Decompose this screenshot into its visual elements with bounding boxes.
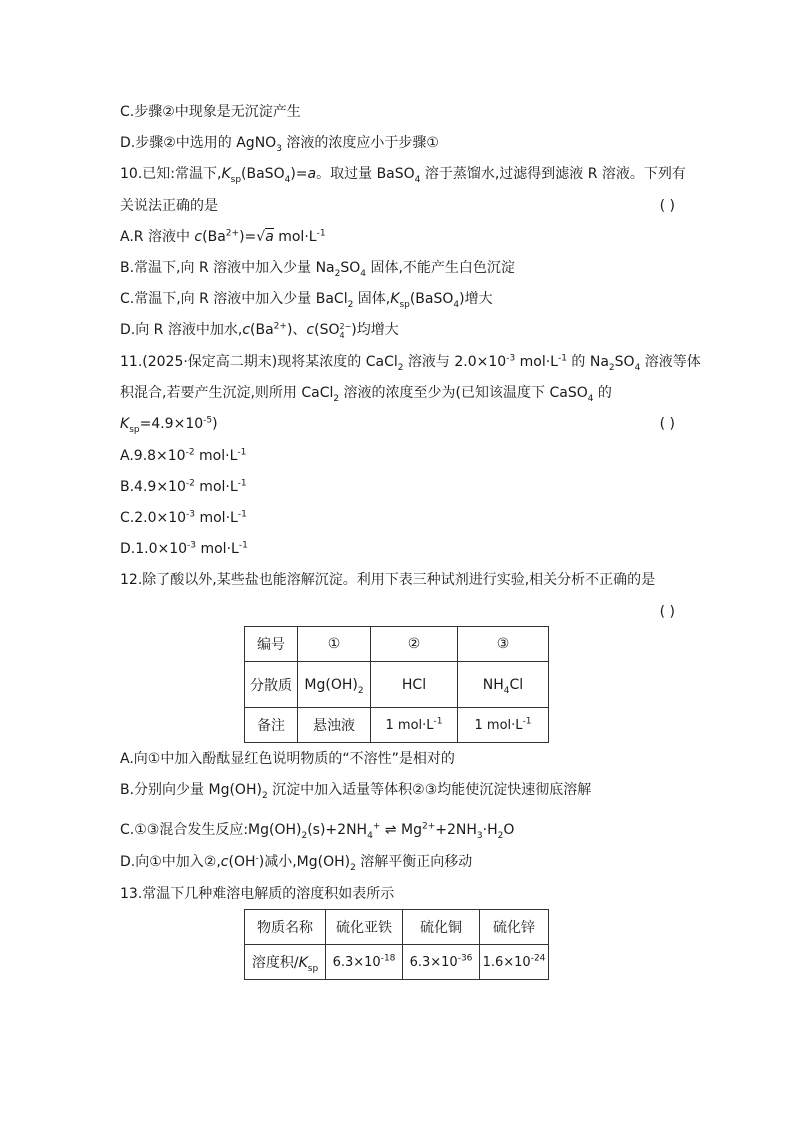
table-row	[245, 708, 549, 743]
q13-stem: 13.常温下几种难溶电解质的溶度积如表所示	[120, 886, 395, 902]
q10-option-b: B.常温下,向 R 溶液中加入少量 $Na_2SO_4$ 固体,不能产生白色沉淀	[120, 260, 515, 279]
table-cell: 1 $mol\cdot L^{-1}$	[458, 708, 549, 743]
q12-stem: 12.除了酸以外,某些盐也能溶解沉淀。利用下表三种试剂进行实验,相关分析不正确的是	[120, 572, 656, 588]
q10-option-a: A.R 溶液中 $c(Ba^{2+})=√a$ $mol\cdot L^{-1}$	[120, 228, 326, 245]
q12-reagent-table	[244, 626, 549, 743]
q11-stem: 11.(2025·保定高二期末)现将某浓度的 CaCl$_2$ 溶液与 $2.0\times 10^{-3}$ $mol\cdot L^{-1}$ 的 $Na_2SO_4$ 溶液等体	[120, 353, 701, 373]
answer-blank: ( )	[659, 198, 675, 214]
table-cell: $6.3\times 10^{-36}$	[403, 945, 480, 980]
q12-option-b: B.分别向少量 $Mg(OH)_2$ 沉淀中加入适量等体积②③均能使沉淀快速彻底溶解	[120, 782, 592, 801]
table-cell: 分散质	[245, 662, 298, 708]
table-cell: $Mg(OH)_2$	[298, 662, 371, 708]
table-header-cell: 物质名称	[245, 910, 326, 945]
q12-option-d: D.向①中加入②,c(OH-)减小$,Mg(OH)_2$ 溶解平衡正向移动	[120, 853, 473, 873]
table-header-cell: ①	[298, 627, 371, 662]
q11-option-b: $B.4.9\times 10^{-2}$ $mol\cdot L^{-1}$	[120, 478, 247, 495]
q12-option-c: C.①③混合发生反应$:Mg(OH)_2(s)+2NH_4^+$ ⇌ $Mg^{2+}+2NH_3\cdot H_2O$	[120, 821, 515, 841]
table-header-cell: 硫化铜	[403, 910, 480, 945]
answer-blank: ( )	[659, 416, 675, 432]
table-header-cell: 编号	[245, 627, 298, 662]
table-cell: $6.3\times 10^{-18}$	[326, 945, 403, 980]
q11-option-a: $A.9.8\times 10^{-2}$ $mol\cdot L^{-1}$	[120, 447, 247, 464]
table-row	[245, 627, 549, 662]
table-row	[245, 945, 549, 980]
table-header-cell: 硫化亚铁	[326, 910, 403, 945]
q12-option-a: A.向①中加入酚酞显红色说明物质的“不溶性”是相对的	[120, 751, 455, 767]
answer-blank: ( )	[659, 604, 675, 620]
q10-option-c: C.常温下,向 R 溶液中加入少量 BaCl$_2$ 固体$,K_{sp}(BaSO_4)$增大	[120, 291, 493, 310]
table-header-cell: ②	[371, 627, 458, 662]
table-cell: 溶度积$/K_{sp}$	[245, 945, 326, 980]
table-header-cell: 硫化锌	[480, 910, 549, 945]
q11-stem-line3: $K_{sp}=4.9\times 10^{-5}$) ( )	[120, 415, 675, 435]
table-cell: $1.6\times 10^{-24}$	[480, 945, 549, 980]
table-cell: 备注	[245, 708, 298, 743]
q10-stem-line2: 关说法正确的是 ( )	[120, 198, 675, 214]
q10-stem: 10.已知:常温下$,K_{sp}(BaSO_4)=a$。取过量 BaSO$_4$ 溶于蒸馏水,过滤得到滤液 R 溶液。下列有	[120, 166, 686, 185]
table-row	[245, 910, 549, 945]
q13-ksp-table	[244, 909, 549, 980]
table-cell: 1 $mol\cdot L^{-1}$	[371, 708, 458, 743]
table-header-cell: ③	[458, 627, 549, 662]
table-row	[245, 662, 549, 708]
q9-option-c: C.步骤②中现象是无沉淀产生	[120, 104, 301, 120]
equilibrium-arrow-icon: ⇌	[380, 822, 401, 838]
q11-option-d: $D.1.0\times 10^{-3}$ $mol\cdot L^{-1}$	[120, 540, 248, 557]
q11-stem-line2: 积混合,若要产生沉淀,则所用 CaCl$_2$ 溶液的浓度至少为(已知该温度下 CaSO$_4$ 的	[120, 385, 612, 404]
table-cell: HCl	[371, 662, 458, 708]
table-cell: $NH_4Cl$	[458, 662, 549, 708]
q9-option-d: D.步骤②中选用的 AgNO$_3$ 溶液的浓度应小于步骤①	[120, 135, 439, 154]
q11-option-c: $C.2.0\times 10^{-3}$ $mol\cdot L^{-1}$	[120, 509, 247, 526]
table-cell: 悬浊液	[298, 708, 371, 743]
square-root-sign: √	[256, 229, 266, 245]
q10-option-d: D.向 R 溶液中加水$,c(Ba^{2+})$、c(SO 2− 4 )均增大	[120, 321, 399, 340]
